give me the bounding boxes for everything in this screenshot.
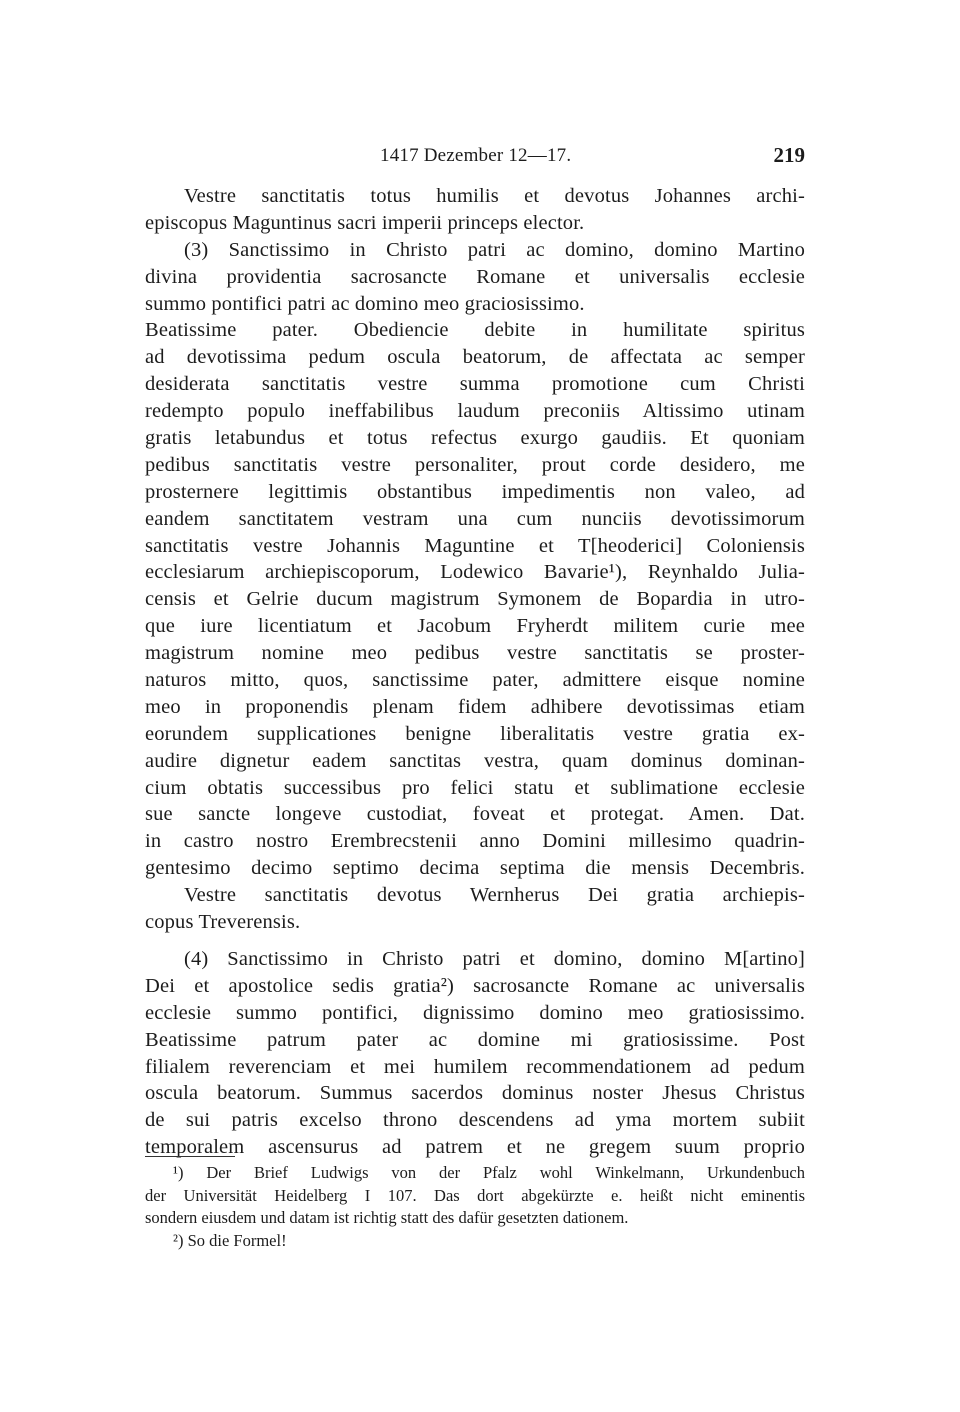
text-line: magistrum nomine meo pedibus vestre sanctitatis se proster- xyxy=(145,642,805,665)
text-line: (3) Sanctissimo in Christo patri ac domino, domino Martino xyxy=(184,238,805,261)
text-line: sue sancte longeve custodiat, foveat et protegat. Amen. Dat. xyxy=(145,803,805,826)
text-line: sanctitatis vestre Johannis Maguntine et T[heoderici] Coloniensis xyxy=(145,534,805,557)
text-line: Beatissime patrum pater ac domine mi gratiosissime. Post xyxy=(145,1028,805,1051)
text-line: naturos mitto, quos, sanctissime pater, admittere eisque nomine xyxy=(145,669,805,692)
text-line: de sui patris excelso throno descendens ad yma mortem subiit xyxy=(145,1109,805,1132)
text-line: gentesimo decimo septimo decima septima die mensis Decembris. xyxy=(145,857,805,880)
text-line: ecclesie summo pontifici, dignissimo domino meo gratiosissimo. xyxy=(145,1001,805,1024)
text-line: eorundem supplicationes benigne liberalitatis vestre gratia ex- xyxy=(145,722,805,745)
text-line: meo in proponendis plenam fidem adhibere devotissimas etiam xyxy=(145,695,805,718)
text-line: ad devotissima pedum oscula beatorum, de affectata ac semper xyxy=(145,346,805,369)
running-title: 1417 Dezember 12—17. xyxy=(380,145,572,166)
text-line: divina providentia sacrosancte Romane et universalis ecclesie xyxy=(145,265,805,288)
text-line: cium obtatis successibus pro felici statu et sublimatione ecclesie xyxy=(145,776,805,799)
footnote-line: sondern eiusdem und datam ist richtig statt des dafür gesetzten dationem. xyxy=(145,1208,629,1227)
footnote-line: ¹) Der Brief Ludwigs von der Pfalz wohl Winkelmann, Urkundenbuch xyxy=(173,1163,805,1182)
text-line: copus Treverensis. xyxy=(145,911,301,934)
text-line: gratis letabundus et totus refectus exurgo gaudiis. Et quoniam xyxy=(145,427,805,450)
footnote-line: der Universität Heidelberg I 107. Das dort abgekürzte e. heißt nicht eminentis xyxy=(145,1185,805,1205)
body-text xyxy=(145,183,805,1161)
text-line: pedibus sanctitatis vestre personaliter, prout corde desidero, me xyxy=(145,453,805,476)
text-line: (4) Sanctissimo in Christo patri et domino, domino M[artino] xyxy=(184,947,805,970)
text-line: oscula beatorum. Summus sacerdos dominus noster Jhesus Christus xyxy=(145,1082,805,1105)
text-line: temporalem ascensurus ad patrem et ne gregem suum proprio xyxy=(145,1136,805,1159)
text-line: summo pontifici patri ac domino meo graciosissimo. xyxy=(145,292,585,315)
page-header xyxy=(145,143,805,173)
text-line: Beatissime pater. Obediencie debite in humilitate spiritus xyxy=(145,319,805,342)
text-line: in castro nostro Erembrecstenii anno Domini millesimo quadrin- xyxy=(145,830,805,853)
text-line: episcopus Maguntinus sacri imperii princeps elector. xyxy=(145,211,585,234)
text-line: eandem sanctitatem vestram una cum nunciis devotissimorum xyxy=(145,507,805,530)
text-line: prosternere legittimis obstantibus impedimentis non valeo, ad xyxy=(145,480,805,503)
footnote-line: ²) So die Formel! xyxy=(173,1230,287,1250)
page-number: 219 xyxy=(773,143,805,167)
text-line: Vestre sanctitatis devotus Wernherus Dei gratia archiepis- xyxy=(184,884,805,907)
text-line: filialem reverenciam et mei humilem recommendationem ad pedum xyxy=(145,1055,805,1078)
text-line: que iure licentiatum et Jacobum Fryherdt militem curie mee xyxy=(145,615,805,638)
footnotes xyxy=(145,1156,805,1252)
text-line: desiderata sanctitatis vestre summa promotione cum Christi xyxy=(145,373,805,396)
text-line: audire dignetur eadem sanctitas vestra, quam dominus dominan- xyxy=(145,749,805,772)
text-line: Dei et apostolice sedis gratia²) sacrosancte Romane ac universalis xyxy=(145,974,805,997)
text-line: censis et Gelrie ducum magistrum Symonem de Bopardia in utro- xyxy=(145,588,805,611)
text-line: redempto populo ineffabilibus laudum preconiis Altissimo utinam xyxy=(145,400,805,423)
text-line: ecclesiarum archiepiscoporum, Lodewico Bavarie¹), Reynhaldo Julia- xyxy=(145,561,805,584)
text-line: Vestre sanctitatis totus humilis et devotus Johannes archi- xyxy=(184,185,805,207)
